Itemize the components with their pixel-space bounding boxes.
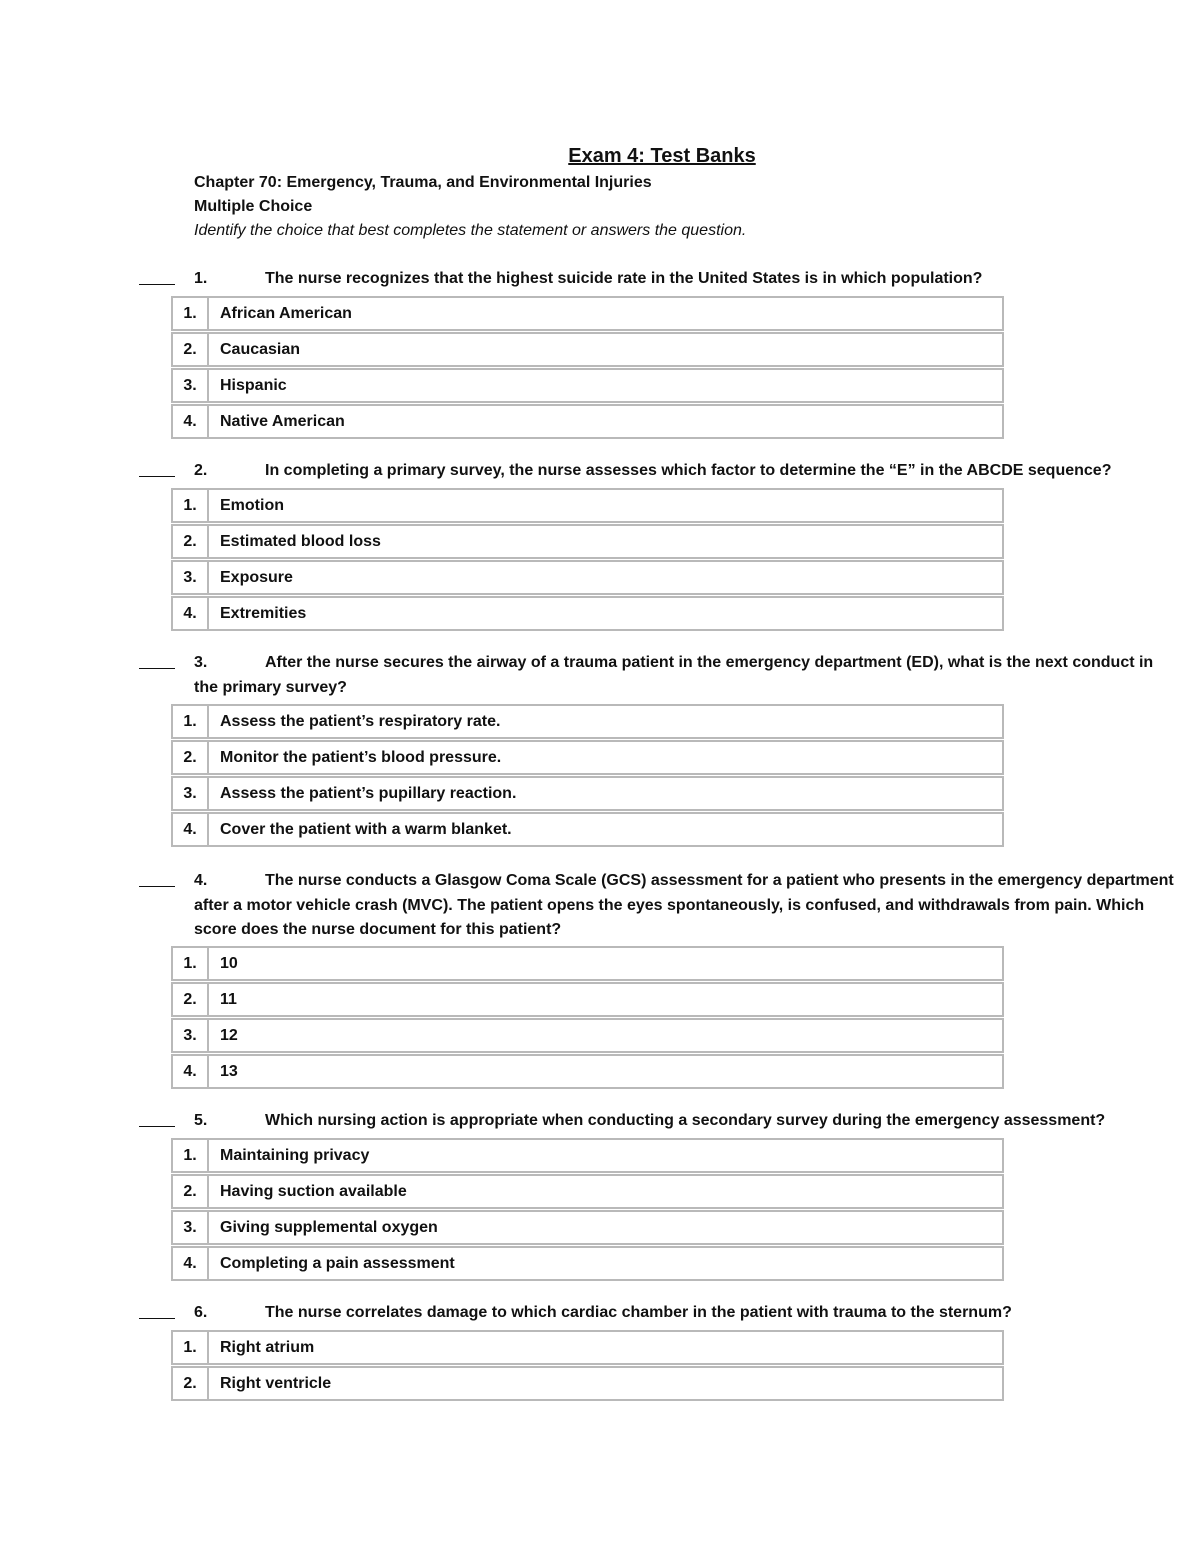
instructions: Identify the choice that best completes the statement or answers the question. [194,222,747,239]
choice-text: Right atrium [220,1339,315,1356]
choice-text: Hispanic [220,377,287,394]
choice-text: 10 [220,955,238,972]
choice-number: 1. [173,1332,209,1363]
answer-blank[interactable] [139,870,175,887]
choice-text: Completing a pain assessment [220,1255,455,1272]
choice-number: 2. [173,1368,209,1399]
choice-row[interactable] [171,1246,1004,1281]
question-number: 1. [194,270,208,287]
choice-number: 2. [173,1176,209,1207]
choice-row[interactable] [171,1366,1004,1401]
choice-row[interactable] [171,560,1004,595]
choice-text: Having suction available [220,1183,407,1200]
choice-number: 2. [173,334,209,365]
choice-text: Native American [220,413,345,430]
choice-row[interactable] [171,524,1004,559]
choice-table [171,1138,1004,1281]
choice-text: 12 [220,1027,238,1044]
choice-text: Exposure [220,569,293,586]
choice-number: 1. [173,706,209,737]
choice-row[interactable] [171,946,1004,981]
choice-text: African American [220,305,352,322]
choice-row[interactable] [171,368,1004,403]
choice-number: 2. [173,526,209,557]
choice-number: 3. [173,370,209,401]
choice-text: Monitor the patient’s blood pressure. [220,749,502,766]
choice-number: 4. [173,1248,209,1279]
choice-number: 1. [173,948,209,979]
choice-number: 3. [173,778,209,809]
answer-blank[interactable] [139,1110,175,1127]
choice-number: 1. [173,1140,209,1171]
choice-table [171,1330,1004,1401]
choice-text: Estimated blood loss [220,533,381,550]
choice-text: Assess the patient’s pupillary reaction. [220,785,517,802]
choice-row[interactable] [171,704,1004,739]
choice-table [171,488,1004,631]
choice-number: 4. [173,1056,209,1087]
question-number: 6. [194,1304,208,1321]
question-text: The nurse conducts a Glasgow Coma Scale (GCS) assessment for a patient who presents in the emergency department [265,872,1174,889]
section-heading: Multiple Choice [194,198,313,215]
question-text-continued: score does the nurse document for this patient? [194,921,562,938]
choice-row[interactable] [171,1018,1004,1053]
question-1 [0,268,1200,440]
choice-number: 2. [173,984,209,1015]
question-number: 4. [194,872,208,889]
question-number: 3. [194,654,208,671]
choice-row[interactable] [171,776,1004,811]
question-text: The nurse recognizes that the highest suicide rate in the United States is in which population? [265,270,983,287]
choice-text: Giving supplemental oxygen [220,1219,438,1236]
choice-number: 3. [173,1212,209,1243]
choice-row[interactable] [171,1138,1004,1173]
choice-text: Emotion [220,497,284,514]
choice-text: Maintaining privacy [220,1147,370,1164]
chapter-heading: Chapter 70: Emergency, Trauma, and Environmental Injuries [194,174,652,191]
answer-blank[interactable] [139,460,175,477]
choice-row[interactable] [171,740,1004,775]
question-text: The nurse correlates damage to which cardiac chamber in the patient with trauma to the sternum? [265,1304,1012,1321]
choice-row[interactable] [171,1054,1004,1089]
choice-row[interactable] [171,812,1004,847]
choice-text: Right ventricle [220,1375,332,1392]
choice-row[interactable] [171,488,1004,523]
choice-row[interactable] [171,332,1004,367]
question-6 [0,1302,1200,1402]
choice-row[interactable] [171,596,1004,631]
choice-row[interactable] [171,1210,1004,1245]
choice-number: 2. [173,742,209,773]
question-number: 5. [194,1112,208,1129]
choice-number: 3. [173,562,209,593]
choice-text: Caucasian [220,341,301,358]
question-text: Which nursing action is appropriate when conducting a secondary survey during the emergency assessment? [265,1112,1106,1129]
question-2 [0,460,1200,632]
choice-table [171,946,1004,1089]
question-text-continued: after a motor vehicle crash (MVC). The patient opens the eyes spontaneously, is confused, and withdrawals from pain. Which [194,897,1145,914]
answer-blank[interactable] [139,1302,175,1319]
question-5 [0,1110,1200,1282]
choice-row[interactable] [171,982,1004,1017]
choice-row[interactable] [171,1174,1004,1209]
question-text: After the nurse secures the airway of a trauma patient in the emergency department (ED), what is the next conduct in [265,654,1154,671]
choice-number: 1. [173,298,209,329]
choice-number: 4. [173,406,209,437]
question-3 [0,652,1200,848]
choice-row[interactable] [171,404,1004,439]
choice-number: 3. [173,1020,209,1051]
choice-table [171,296,1004,439]
choice-text: Extremities [220,605,307,622]
choice-number: 1. [173,490,209,521]
choice-text: Assess the patient’s respiratory rate. [220,713,501,730]
question-text-continued: the primary survey? [194,679,347,696]
choice-text: 13 [220,1063,238,1080]
choice-row[interactable] [171,1330,1004,1365]
page-title: Exam 4: Test Banks [568,145,756,167]
question-text: In completing a primary survey, the nurse assesses which factor to determine the “E” in the ABCDE sequence? [265,462,1112,479]
choice-table [171,704,1004,847]
choice-number: 4. [173,814,209,845]
choice-text: Cover the patient with a warm blanket. [220,821,512,838]
answer-blank[interactable] [139,652,175,669]
choice-row[interactable] [171,296,1004,331]
choice-number: 4. [173,598,209,629]
answer-blank[interactable] [139,268,175,285]
question-number: 2. [194,462,208,479]
choice-text: 11 [220,991,237,1008]
question-4 [0,870,1200,1090]
